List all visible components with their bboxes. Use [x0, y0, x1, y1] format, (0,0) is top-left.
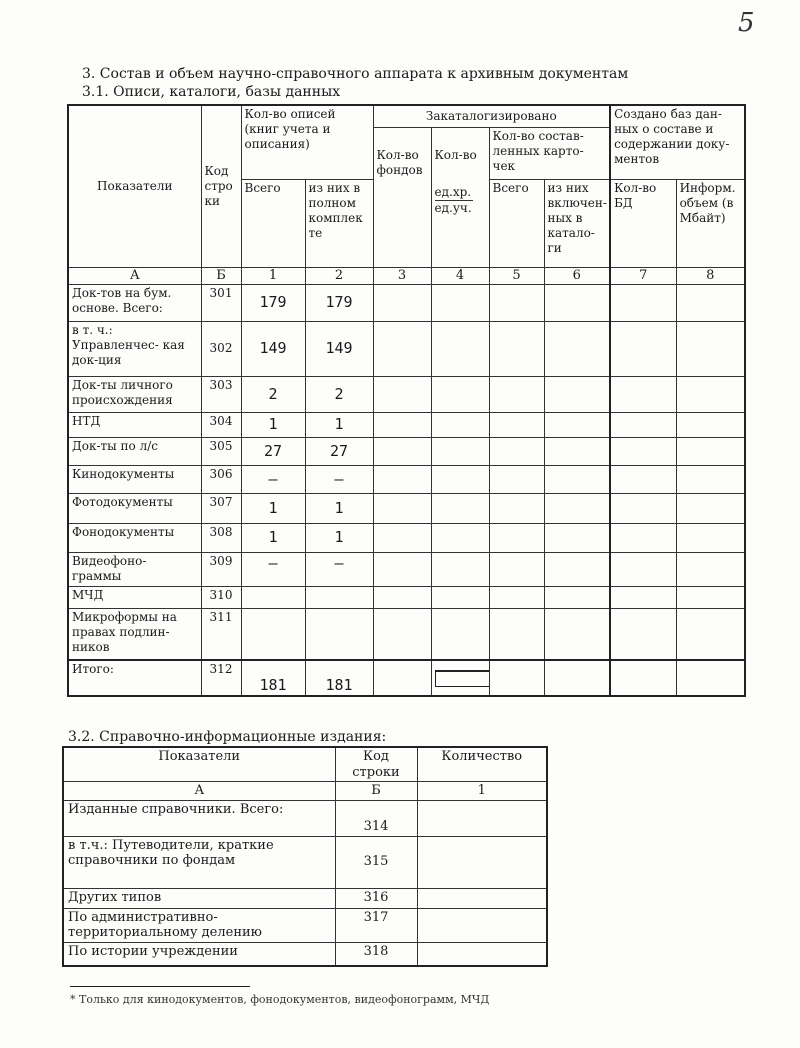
col-index: 1 — [417, 782, 547, 801]
section-3-title: 3. Состав и объем научно-справочного аппарата к архивным документам — [82, 66, 629, 82]
total-label: Итого: — [68, 660, 201, 696]
total-row — [68, 660, 745, 696]
header-cards-total: Всего — [489, 179, 544, 267]
table-row — [68, 412, 745, 437]
row-code: 309 — [201, 552, 241, 586]
row-total: 2 — [241, 376, 305, 412]
header-code: Код стро ки — [201, 105, 241, 267]
table-row — [63, 800, 547, 836]
row-code: 304 — [201, 412, 241, 437]
footnote: * Только для кинодокументов, фонодокументов, видеофонограмм, МЧД — [70, 993, 490, 1006]
row-total: – — [241, 552, 305, 586]
row-full-set: 1 — [305, 493, 373, 523]
col-index: 4 — [431, 267, 489, 284]
header-full-set: из них в полном комплек те — [305, 179, 373, 267]
row-label: Док-ты личного происхождения — [68, 376, 201, 412]
box-mark — [435, 670, 490, 687]
header-units-num: ед.хр. — [434, 184, 472, 199]
row-label: Фотодокументы — [68, 493, 201, 523]
header-code: Код строки — [335, 747, 417, 782]
row-label: Изданные справочники. Всего: — [63, 800, 335, 836]
header-units — [431, 127, 489, 267]
row-code: 307 — [201, 493, 241, 523]
table-row — [68, 465, 745, 493]
row-full-set: 149 — [305, 321, 373, 376]
row-label: Док-ты по л/с — [68, 437, 201, 465]
row-label: По истории учреждении — [63, 942, 335, 966]
row-label: Кинодокументы — [68, 465, 201, 493]
header-inventories: Кол-во описей (книг учета и описания) — [241, 105, 373, 179]
row-label: в т.ч.: Путеводители, краткие справочники по фондам — [63, 836, 335, 888]
row-code: 316 — [335, 888, 417, 908]
row-code: 303 — [201, 376, 241, 412]
row-total — [241, 608, 305, 660]
total-code: 312 — [201, 660, 241, 696]
row-code: 308 — [201, 523, 241, 552]
row-full-set: 1 — [305, 412, 373, 437]
table-row — [63, 888, 547, 908]
table-row — [68, 284, 745, 321]
table-row — [68, 437, 745, 465]
column-index-row — [68, 267, 745, 284]
row-label: МЧД — [68, 586, 201, 608]
row-total — [241, 586, 305, 608]
col-index: 7 — [610, 267, 676, 284]
row-code: 302 — [201, 321, 241, 376]
row-total: 1 — [241, 493, 305, 523]
row-label: Других типов — [63, 888, 335, 908]
row-full-set — [305, 608, 373, 660]
table-row — [63, 942, 547, 966]
col-index: 2 — [305, 267, 373, 284]
col-index: А — [63, 782, 335, 801]
table-row — [68, 493, 745, 523]
row-label: в т. ч.: Управленчес- кая док-ция — [68, 321, 201, 376]
row-code: 306 — [201, 465, 241, 493]
table-row — [68, 523, 745, 552]
col-index: 1 — [241, 267, 305, 284]
row-code: 310 — [201, 586, 241, 608]
row-code: 311 — [201, 608, 241, 660]
table-row — [68, 376, 745, 412]
header-indicators: Показатели — [68, 105, 201, 267]
col-index: 8 — [676, 267, 745, 284]
header-total: Всего — [241, 179, 305, 267]
total-total: 181 — [241, 660, 305, 696]
table-row — [63, 836, 547, 888]
table-row — [68, 552, 745, 586]
total-full-set: 181 — [305, 660, 373, 696]
row-code: 315 — [335, 836, 417, 888]
row-full-set — [305, 586, 373, 608]
row-full-set: 179 — [305, 284, 373, 321]
reference-publications-table — [62, 746, 548, 967]
row-total: 1 — [241, 412, 305, 437]
col-index: 3 — [373, 267, 431, 284]
table-row — [68, 321, 745, 376]
row-label: Видеофоно- граммы — [68, 552, 201, 586]
header-card-catalog: Кол-во состав- ленных карто- чек — [489, 127, 610, 179]
catalog-table — [67, 104, 746, 697]
col-index: 6 — [544, 267, 610, 284]
row-full-set: 2 — [305, 376, 373, 412]
row-total: – — [241, 465, 305, 493]
row-full-set: 27 — [305, 437, 373, 465]
table-row — [68, 586, 745, 608]
header-catalogued: Закаталогизировано — [373, 105, 610, 127]
row-full-set: 1 — [305, 523, 373, 552]
footnote-divider — [70, 986, 250, 987]
row-total: 27 — [241, 437, 305, 465]
col-index: 5 — [489, 267, 544, 284]
row-label: Микроформы на правах подлин- ников — [68, 608, 201, 660]
header-databases: Создано баз дан- ных о составе и содержании доку- ментов — [610, 105, 745, 179]
row-label: По административно- территориальному делению — [63, 908, 335, 942]
row-label: Док-тов на бум. основе. Всего: — [68, 284, 201, 321]
col-index: А — [68, 267, 201, 284]
row-code: 305 — [201, 437, 241, 465]
header-indicators: Показатели — [63, 747, 335, 782]
row-label: Фонодокументы — [68, 523, 201, 552]
header-db-volume: Информ. объем (в Мбайт) — [676, 179, 745, 267]
row-code: 301 — [201, 284, 241, 321]
row-label: НТД — [68, 412, 201, 437]
section-3-1-title: 3.1. Описи, каталоги, базы данных — [82, 84, 341, 100]
row-code: 314 — [335, 800, 417, 836]
table-row — [68, 608, 745, 660]
header-units-top: Кол-во — [434, 147, 477, 162]
header-units-den: ед.уч. — [434, 200, 472, 215]
row-code: 318 — [335, 942, 417, 966]
row-code: 317 — [335, 908, 417, 942]
header-db-count: Кол-во БД — [610, 179, 676, 267]
header-funds: Кол-во фондов — [373, 127, 431, 267]
row-total: 1 — [241, 523, 305, 552]
row-full-set: – — [305, 552, 373, 586]
row-total: 179 — [241, 284, 305, 321]
row-full-set: – — [305, 465, 373, 493]
col-index: Б — [201, 267, 241, 284]
section-3-2-title: 3.2. Справочно-информационные издания: — [68, 729, 387, 745]
page-number: 5 — [738, 8, 755, 38]
header-cards-included: из них включен- ных в катало- ги — [544, 179, 610, 267]
col-index: Б — [335, 782, 417, 801]
table-row — [63, 908, 547, 942]
row-total: 149 — [241, 321, 305, 376]
header-quantity: Количество — [417, 747, 547, 782]
